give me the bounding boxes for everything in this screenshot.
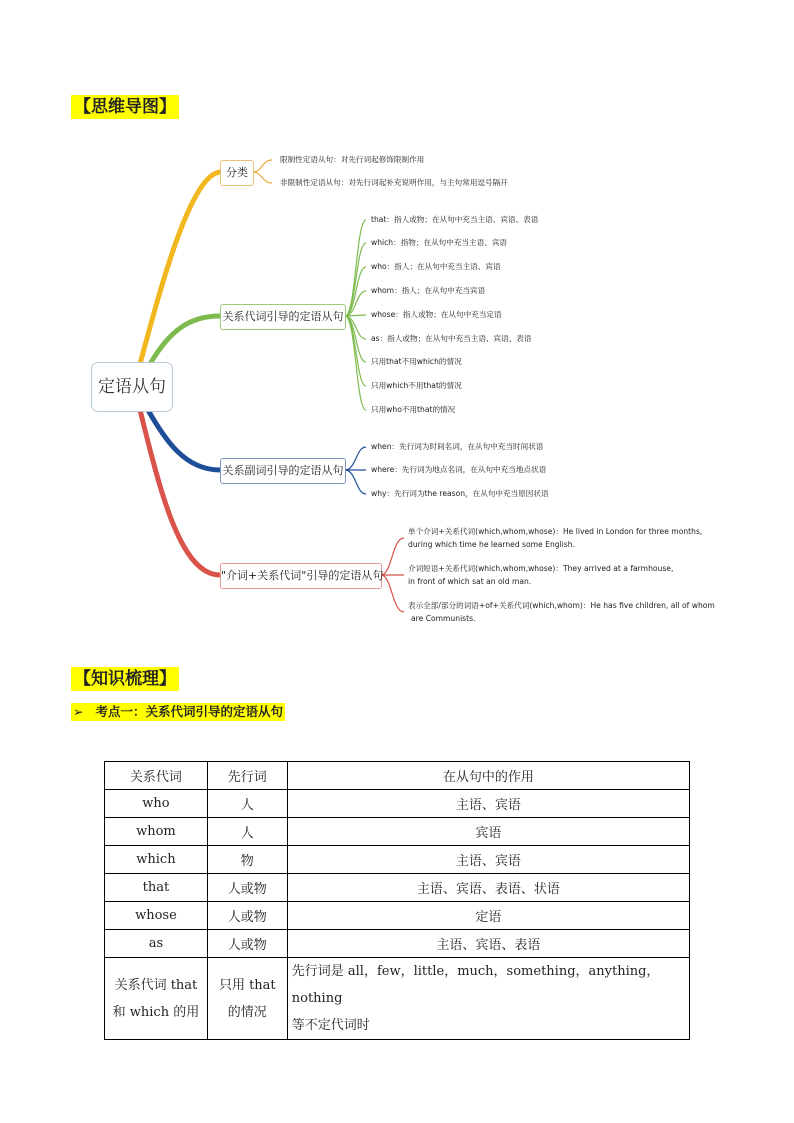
table-cell: whose: [105, 902, 208, 930]
table-cell: whom: [105, 818, 208, 846]
branch-adverb-line: [148, 410, 220, 470]
leaf-prep-phrase-line2: in front of which sat an old man.: [408, 577, 532, 586]
table-cell: that: [105, 874, 208, 902]
leaf-when: when：先行词为时间名词，在从句中充当时间状语: [371, 442, 544, 451]
table-cell: [105, 958, 208, 1040]
table-cell-line: 等不定代词时: [291, 1018, 370, 1033]
table-row: [105, 874, 690, 902]
table-row: [105, 818, 690, 846]
leaf-only-which: 只用which不用that的情况: [371, 381, 462, 390]
table-cell: 主语、宾语、表语: [287, 930, 689, 958]
table-cell: 定语: [287, 902, 689, 930]
leaf-restrictive: 限制性定语从句：对先行词起修饰限制作用: [280, 155, 425, 164]
point1-title: 考点一：关系代词引导的定语从句: [95, 704, 283, 719]
table-header-cell: 在从句中的作用: [287, 762, 689, 790]
knowledge-section-title: 【知识梳理】: [71, 667, 179, 691]
branch-pronoun-line: [150, 316, 220, 364]
leaf-who: who：指人；在从句中充当主语、宾语: [371, 262, 501, 271]
pronoun-sub-lines: [345, 220, 366, 410]
adverb-sub-lines: [345, 447, 366, 494]
leaf-all-part-of: [408, 599, 715, 625]
table-cell-line: 关系代词 that: [114, 977, 198, 993]
table-cell: which: [105, 846, 208, 874]
leaf-as: as：指人或物；在从句中充当主语、宾语、表语: [371, 334, 532, 343]
branch-node-relative-adverb: 关系副词引导的定语从句: [220, 458, 346, 484]
table-cell: [207, 958, 287, 1040]
leaf-where: where：先行词为地点名词，在从句中充当地点状语: [371, 465, 547, 474]
leaf-which: which：指物；在从句中充当主语、宾语: [371, 238, 508, 247]
table-cell: 人或物: [207, 874, 287, 902]
branch-prep-line: [140, 410, 220, 575]
leaf-only-who: 只用who不用that的情况: [371, 405, 456, 414]
table-cell: [287, 958, 689, 1040]
leaf-all-part-of-line1: 表示全部/部分的词语+of+关系代词(which,whom)：He has five children, all of whom: [408, 601, 715, 610]
classify-sub-lines: [253, 160, 272, 183]
branch-node-prep-pronoun: "介词+关系代词"引导的定语从句: [220, 563, 382, 589]
leaf-single-prep-line2: during which time he learned some English.: [408, 540, 575, 549]
point1-heading: [71, 703, 285, 721]
mindmap-root-node: 定语从句: [91, 362, 173, 412]
table-header-cell: 关系代词: [105, 762, 208, 790]
table-row: [105, 958, 690, 1040]
leaf-single-prep: [408, 525, 702, 551]
relative-pronoun-table: [104, 761, 690, 1040]
leaf-whom: whom：指人；在从句中充当宾语: [371, 286, 486, 295]
table-cell: 宾语: [287, 818, 689, 846]
branch-node-classify: 分类: [220, 160, 254, 186]
table-header-cell: 先行词: [207, 762, 287, 790]
table-cell-line: 先行词是 all，few，little，much，something，anything，nothing: [291, 964, 660, 1006]
table-cell-line: 只用 that: [218, 977, 276, 993]
table-cell: 人: [207, 818, 287, 846]
table-cell: 主语、宾语: [287, 790, 689, 818]
table-header-row: [105, 762, 690, 790]
table-row: [105, 902, 690, 930]
table-cell: 人或物: [207, 930, 287, 958]
branch-node-relative-pronoun: 关系代词引导的定语从句: [220, 304, 346, 330]
prep-sub-lines: [381, 538, 404, 612]
leaf-why: why：先行词为the reason，在从句中充当原因状语: [371, 489, 549, 498]
branch-classify-line: [140, 172, 220, 364]
leaf-all-part-of-line2: are Communists.: [411, 614, 476, 623]
table-row: [105, 930, 690, 958]
table-cell-line: 和 which 的用: [112, 1004, 200, 1020]
leaf-prep-phrase: [408, 562, 673, 588]
table-cell: who: [105, 790, 208, 818]
table-cell: 人: [207, 790, 287, 818]
leaf-only-that: 只用that不用which的情况: [371, 357, 462, 366]
leaf-single-prep-line1: 单个介词+关系代词(which,whom,whose)：He lived in London for three months,: [408, 527, 703, 536]
table-row: [105, 846, 690, 874]
table-cell: 主语、宾语: [287, 846, 689, 874]
leaf-prep-phrase-line1: 介词短语+关系代词(which,whom,whose)：They arrived at a farmhouse,: [408, 564, 674, 573]
table-cell-line: 的情况: [227, 1004, 267, 1020]
leaf-that: that：指人或物；在从句中充当主语、宾语、表语: [371, 215, 539, 224]
table-cell: as: [105, 930, 208, 958]
leaf-nonrestrictive: 非限制性定语从句：对先行词起补充说明作用，与主句常用逗号隔开: [280, 178, 508, 187]
table-cell: 物: [207, 846, 287, 874]
table-cell: 主语、宾语、表语、状语: [287, 874, 689, 902]
point1-arrow-icon: ➢: [73, 704, 84, 719]
mindmap-section-title: 【思维导图】: [71, 95, 179, 119]
table-cell: 人或物: [207, 902, 287, 930]
table-row: [105, 790, 690, 818]
leaf-whose: whose：指人或物；在从句中充当定语: [371, 310, 502, 319]
